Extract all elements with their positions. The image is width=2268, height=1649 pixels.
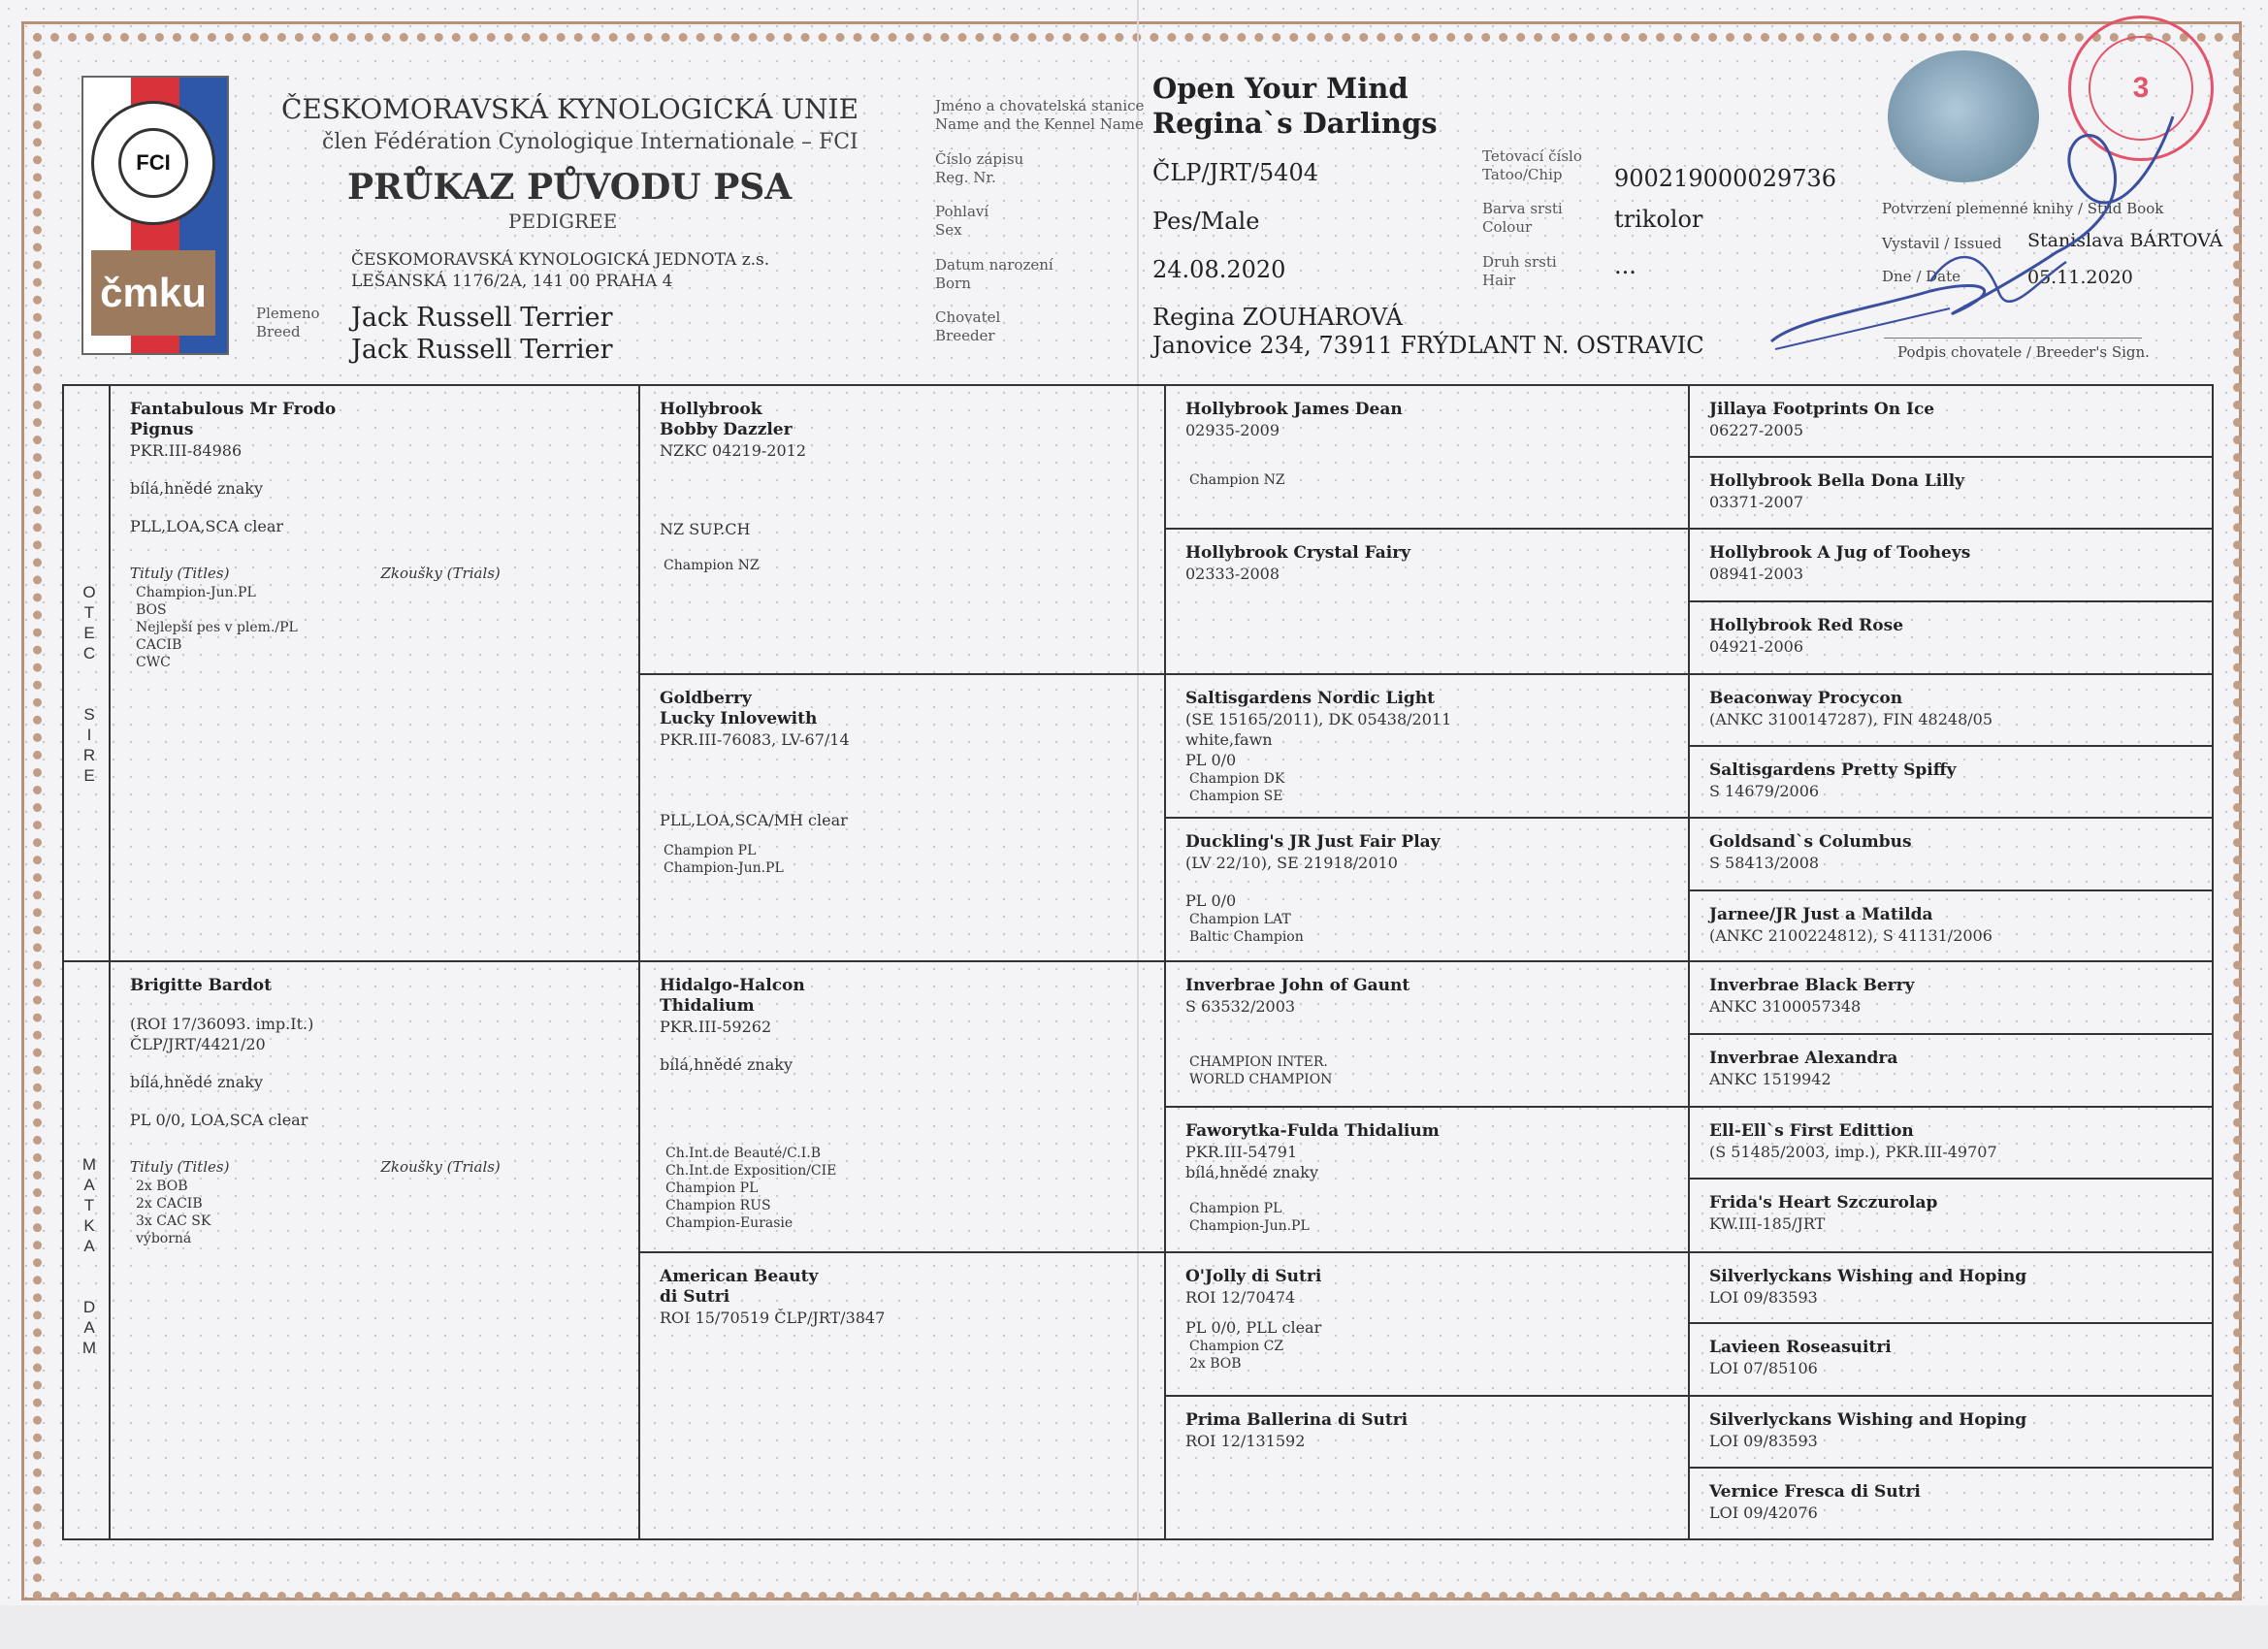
name-label: Jméno a chovatelská stanice Name and the Kennel Name <box>935 97 1145 133</box>
gen3-cell-5: Inverbrae John of Gaunt S 63532/2003 CHAMPION INTER. WORLD CHAMPION <box>1185 976 1410 1087</box>
sex-label: Pohlaví Sex <box>935 203 989 239</box>
breeder-address: Janovice 234, 73911 FRÝDLANT N. OSTRAVIC <box>1152 332 1704 359</box>
org-member: člen Fédération Cynologique Internationale – FCI <box>322 130 859 154</box>
colour-label: Barva srsti Colour <box>1482 200 1563 236</box>
doc-title: PRŮKAZ PŮVODU PSA <box>347 167 793 208</box>
breeder-name: Regina ZOUHAROVÁ <box>1152 304 1403 331</box>
issued-by: Stanislava BÁRTOVÁ <box>2027 230 2223 251</box>
dog-hair: ... <box>1614 252 1636 279</box>
gen3-cell-6: Faworytka-Fulda Thidalium PKR.III-54791 bílá,hnědé znaky Champion PL Champion-Jun.PL <box>1185 1121 1440 1234</box>
dog-name: Open Your Mind <box>1152 72 1409 105</box>
club-address: LEŠANSKÁ 1176/2A, 141 00 PRAHA 4 <box>351 272 673 291</box>
gen4-cell-8: Jarnee/JR Just a Matilda (ANKC 2100224812), S 41131/2006 <box>1709 905 1993 945</box>
breeder-sign-label: Podpis chovatele / Breeder's Sign. <box>1897 343 2150 361</box>
gen4-cell-12: Frida's Heart Szczurolap KW.III-185/JRT <box>1709 1193 1938 1233</box>
dog-chip: 900219000029736 <box>1614 165 1837 192</box>
issue-date: 05.11.2020 <box>2027 267 2133 288</box>
breed-cz: Jack Russell Terrier <box>351 303 613 333</box>
gen4-cell-6: Saltisgardens Pretty Spiffy S 14679/2006 <box>1709 760 1957 800</box>
born-label: Datum narození Born <box>935 256 1053 292</box>
gen2-cell-3: Hidalgo-Halcon Thidalium PKR.III-59262 bílá,hnědé znaky Ch.Int.de Beauté/C.I.B Ch.Int.de Exposition/CIE Champion PL Champion RUS Champion-Eurasie <box>660 976 837 1231</box>
gen4-cell-4: Hollybrook Red Rose 04921-2006 <box>1709 616 1904 656</box>
dog-born: 24.08.2020 <box>1152 256 1286 283</box>
gen4-cell-3: Hollybrook A Jug of Tooheys 08941-2003 <box>1709 543 1971 583</box>
studbook-confirm-label: Potvrzení plemenné knihy / Stud Book <box>1882 200 2164 217</box>
breed-label: Plemeno Breed <box>256 305 320 340</box>
gen4-cell-1: Jillaya Footprints On Ice 06227-2005 <box>1709 400 1935 439</box>
scan-margin <box>0 1605 2268 1649</box>
gen4-cell-13: Silverlyckans Wishing and Hoping LOI 09/83593 <box>1709 1267 2027 1307</box>
gen3-cell-3: Saltisgardens Nordic Light (SE 15165/2011), DK 05438/2011 white,fawn PL 0/0 Champion DK Champion SE <box>1185 689 1452 804</box>
sire-cell: Fantabulous Mr Frodo Pignus PKR.III-84986 bílá,hnědé znaky PLL,LOA,SCA clear Tituly (Titles) Zkoušky (Trials) Champion-Jun.PL BOS Nejlepší pes v plem./PL CACIB CWC <box>130 400 501 670</box>
gen2-cell-1: Hollybrook Bobby Dazzler NZKC 04219-2012 NZ SUP.CH Champion NZ <box>660 400 806 573</box>
gen4-cell-11: Ell-Ell`s First Edittion (S 51485/2003, imp.), PKR.III-49707 <box>1709 1121 1997 1161</box>
gen3-cell-4: Duckling's JR Just Fair Play (LV 22/10), SE 21918/2010 PL 0/0 Champion LAT Baltic Champion <box>1185 832 1441 945</box>
fci-cmku-logo <box>81 76 229 355</box>
tattoo-label: Tetovací číslo Tatoo/Chip <box>1482 147 1582 183</box>
gen4-cell-16: Vernice Fresca di Sutri LOI 09/42076 <box>1709 1482 1921 1522</box>
dam-cell: Brigitte Bardot (ROI 17/36093. imp.It.) ČLP/JRT/4421/20 bílá,hnědé znaky PL 0/0, LOA,SCA clear Tituly (Titles) Zkoušky (Trials) 2x BOB 2x CACIB 3x CAC SK výborná <box>130 976 501 1246</box>
gen2-cell-4: American Beauty di Sutri ROI 15/70519 ČLP/JRT/3847 <box>660 1267 886 1327</box>
cmku-emblem: čmku <box>91 250 215 336</box>
gen4-cell-5: Beaconway Procycon (ANKC 3100147287), FIN 48248/05 <box>1709 689 1993 728</box>
doc-subtitle: PEDIGREE <box>508 210 618 233</box>
org-name: ČESKOMORAVSKÁ KYNOLOGICKÁ UNIE <box>281 93 859 125</box>
gen4-cell-15: Silverlyckans Wishing and Hoping LOI 09/83593 <box>1709 1410 2027 1450</box>
gen3-cell-1: Hollybrook James Dean 02935-2009 Champion NZ <box>1185 400 1403 488</box>
date-label: Dne / Date <box>1882 268 1961 285</box>
gen3-cell-2: Hollybrook Crystal Fairy 02333-2008 <box>1185 543 1411 583</box>
fci-text: FCI <box>118 128 188 198</box>
breeder-label: Chovatel Breeder <box>935 308 1001 344</box>
gen3-cell-8: Prima Ballerina di Sutri ROI 12/131592 <box>1185 1410 1409 1450</box>
breed-en: Jack Russell Terrier <box>351 335 613 365</box>
dog-kennel: Regina`s Darlings <box>1152 107 1438 140</box>
gen4-cell-10: Inverbrae Alexandra ANKC 1519942 <box>1709 1049 1898 1088</box>
gen4-cell-2: Hollybrook Bella Dona Lilly 03371-2007 <box>1709 471 1965 511</box>
issued-label: Vystavil / Issued <box>1882 235 2002 252</box>
stamp-number: 3 <box>2089 36 2193 141</box>
hair-label: Druh srsti Hair <box>1482 253 1557 289</box>
sire-side-label: O T E C S I R E <box>82 583 96 785</box>
dog-reg-no: ČLP/JRT/5404 <box>1152 159 1318 186</box>
club-name: ČESKOMORAVSKÁ KYNOLOGICKÁ JEDNOTA z.s. <box>351 250 770 270</box>
gen4-cell-14: Lavieen Roseasuitri LOI 07/85106 <box>1709 1338 1892 1377</box>
signature-line <box>1884 338 2142 339</box>
hologram-sticker <box>1888 50 2039 182</box>
dam-side-label: M A T K A D A M <box>81 1155 97 1357</box>
studbook-stamp <box>2068 16 2214 161</box>
dog-colour: trikolor <box>1614 206 1703 233</box>
gen3-cell-7: O'Jolly di Sutri ROI 12/70474 PL 0/0, PLL clear Champion CZ 2x BOB <box>1185 1267 1322 1372</box>
gen4-cell-7: Goldsand`s Columbus S 58413/2008 <box>1709 832 1912 872</box>
dog-sex: Pes/Male <box>1152 208 1260 235</box>
fci-emblem <box>91 101 215 225</box>
reg-label: Číslo zápisu Reg. Nr. <box>935 150 1024 186</box>
gen4-cell-9: Inverbrae Black Berry ANKC 3100057348 <box>1709 976 1915 1016</box>
gen2-cell-2: Goldberry Lucky Inlovewith PKR.III-76083, LV-67/14 PLL,LOA,SCA/MH clear Champion PL Champion-Jun.PL <box>660 689 850 876</box>
